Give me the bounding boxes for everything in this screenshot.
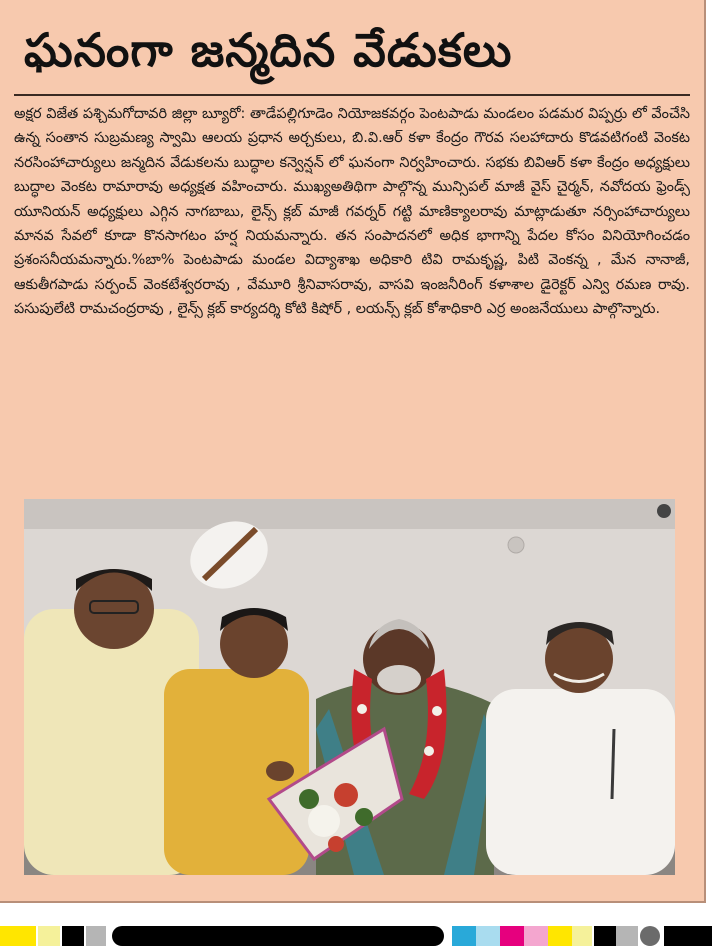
- registration-swatch: [0, 926, 14, 946]
- headline: ఘనంగా జన్మదిన వేడుకలు: [24, 23, 513, 77]
- registration-swatch: [452, 926, 476, 946]
- registration-dot: [640, 926, 660, 946]
- registration-swatch: [86, 926, 106, 946]
- registration-swatch: [524, 926, 548, 946]
- event-photo-illustration: [24, 499, 675, 875]
- headline-rule: [14, 94, 690, 96]
- event-photo: [24, 499, 675, 875]
- registration-swatch: [62, 926, 84, 946]
- registration-black-bar: [112, 926, 444, 946]
- registration-swatch: [38, 926, 60, 946]
- article-body: అక్షర విజేత పశ్చిమగోదావరి జిల్లా బ్యూరో: తాడేపల్లిగూడెం నియోజకవర్గం పెంటపాడు మండలం పడమర విప్పర్రు లో వేంచేసి ఉన్న సంతాన సుబ్రమణ్య స్వామి ఆలయ ప్రధాన అర్చకులు, బి.వి.ఆర్ కళా కేంద్రం గౌరవ సలహాదారు కొడవటిగంటి వెంకట నరసింహాచార్యులు జన్మదిన వేడుకలను బుద్ధాల కన్వెన్షన్ లో ఘనంగా నిర్వహించారు. సభకు బివిఆర్ కళా కేంద్రం అధ్యక్షులు బుద్ధాల వెంకట రామారావు అధ్యక్షత వహించారు. ముఖ్యఅతిథిగా పాల్గొన్న మున్సిపల్ మాజీ వైస్ చైర్మన్, నవోదయ ఫ్రెండ్స్ యూనియన్ అధ్యక్షులు ఎగ్గిన నాగబాబు, లైన్స్ క్లబ్ మాజీ గవర్నర్ గట్టి మాణిక్యాలరావు మాట్లాడుతూ నర్సింహాచార్యులు మానవ సేవలో కూడా కొనసాగటం హర్ష నియమన్నారు. తన సంపాదనలో అధిక భాగాన్ని పేదల కోసం వినియోగించడం ప్రశంసనీయమన్నారు.%బా% పెంటపాడు మండల విద్యాశాఖ అధికారి టివి రామకృష్ణ, పిటి వెంకన్న , మేన నానాజీ, ఆకుతీగపాడు సర్పంచ్ వెంకటేశ్వరరావు , వేమూరి శ్రీనివాసరావు, వాసవి ఇంజనీరింగ్ కళాశాల డైరెక్టర్ ఎన్వి రమణ రావు. పసుపులేటి రామచంద్రరావు , లైన్స్ క్లబ్ కార్యదర్శి కోటి కిషోర్ , లయన్స్ క్లబ్ కోశాధికారి ఎర్ర అంజనేయులు పాల్గొన్నారు.: [14, 106, 690, 318]
- print-registration-bar: [0, 924, 712, 948]
- registration-swatch: [594, 926, 616, 946]
- registration-swatch: [664, 926, 712, 946]
- registration-swatch: [14, 926, 36, 946]
- registration-swatch: [476, 926, 500, 946]
- registration-swatch: [548, 926, 572, 946]
- registration-swatch: [500, 926, 524, 946]
- registration-swatch: [572, 926, 592, 946]
- registration-swatch: [616, 926, 638, 946]
